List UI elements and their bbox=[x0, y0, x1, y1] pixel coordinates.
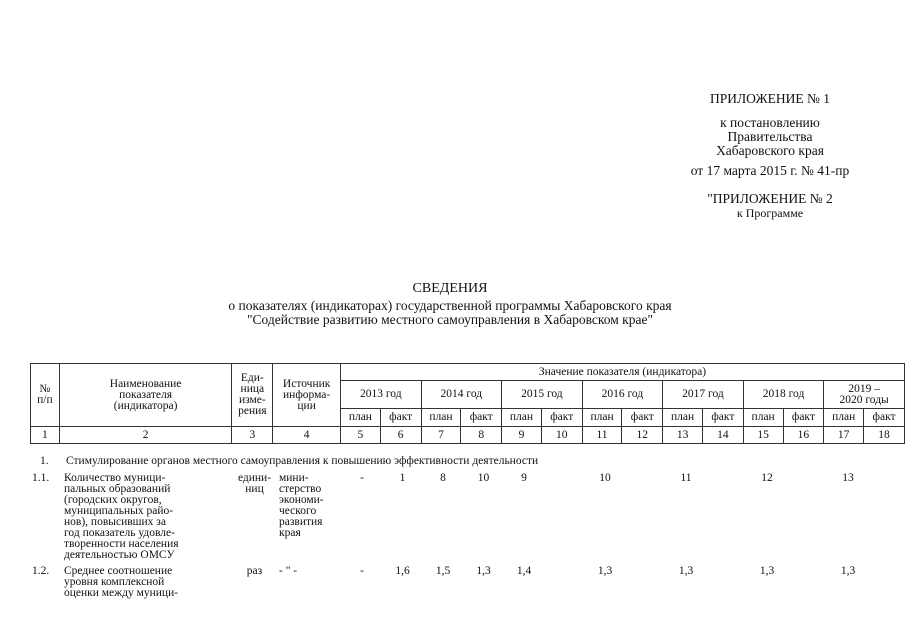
row-name bbox=[64, 473, 232, 561]
annex-ref-3: Хабаровского края bbox=[716, 143, 824, 158]
header-fact: факт bbox=[622, 409, 663, 427]
header-fact: факт bbox=[702, 409, 743, 427]
header-year-2014: 2014 год bbox=[421, 381, 502, 409]
row-value-line: 1,5 bbox=[435, 565, 451, 577]
row-source-line: стерство bbox=[279, 483, 322, 495]
column-number: 7 bbox=[421, 427, 461, 444]
header-year-2015: 2015 год bbox=[502, 381, 583, 409]
annex-number: ПРИЛОЖЕНИЕ № 1 bbox=[709, 91, 831, 106]
indicators-table-header bbox=[30, 363, 905, 444]
row-value-line: 13 bbox=[842, 472, 854, 484]
row-source-line: экономи- bbox=[279, 494, 324, 506]
row-value-line: 1,3 bbox=[597, 565, 613, 577]
row-value bbox=[382, 566, 423, 577]
subtitle-line-2: "Содействие развитию местного самоуправления в Хабаровском крае" bbox=[247, 312, 653, 327]
row-value-line: 1,3 bbox=[678, 565, 694, 577]
header-plan: план bbox=[824, 409, 864, 427]
row-value bbox=[585, 473, 625, 484]
row-value bbox=[382, 473, 423, 484]
row-name-line: оценки между муници- bbox=[64, 587, 179, 599]
row-value bbox=[666, 473, 706, 484]
header-plan: план bbox=[421, 409, 461, 427]
column-number: 11 bbox=[582, 427, 622, 444]
row-source-line: ческого bbox=[279, 505, 317, 517]
row-value-line: 1,3 bbox=[476, 565, 491, 577]
row-value-line: 10 bbox=[599, 472, 611, 484]
row-value-line: 1,4 bbox=[516, 565, 532, 577]
row-name-line: пальных образований bbox=[64, 483, 171, 495]
column-number: 8 bbox=[461, 427, 502, 444]
row-value bbox=[423, 473, 463, 484]
header-year-2018: 2018 год bbox=[743, 381, 824, 409]
row-name-line: Среднее соотношение bbox=[64, 565, 173, 577]
row-unit-line: едини- bbox=[237, 472, 272, 484]
header-year-2019-2020: 2019 – 2020 годы bbox=[824, 381, 905, 409]
header-fact: факт bbox=[380, 409, 421, 427]
row-unit bbox=[235, 473, 274, 495]
column-number: 9 bbox=[502, 427, 542, 444]
row-name-line: муниципальных райо- bbox=[64, 505, 174, 517]
header-year-2016: 2016 год bbox=[582, 381, 663, 409]
row-unit-line: ниц bbox=[245, 483, 264, 495]
row-value-line: 1,3 bbox=[840, 565, 856, 577]
row-name-line: год показатель удовле- bbox=[64, 527, 175, 539]
row-value-line: 1,3 bbox=[759, 565, 775, 577]
header-fact: факт bbox=[461, 409, 502, 427]
row-name-line: Количество муници- bbox=[64, 472, 166, 484]
row-name-line: уровня комплексной bbox=[64, 576, 165, 588]
column-number: 10 bbox=[541, 427, 582, 444]
row-value-line: 9 bbox=[521, 472, 527, 484]
header-plan: план bbox=[341, 409, 381, 427]
row-value bbox=[585, 566, 625, 577]
annex-ref-1: к постановлению bbox=[720, 115, 820, 130]
header-unit: Еди- ница изме- рения bbox=[232, 364, 273, 427]
row-value-line: 11 bbox=[680, 472, 692, 484]
row-value-line: 8 bbox=[440, 472, 446, 484]
row-value-line: - bbox=[360, 472, 364, 484]
row-value bbox=[504, 473, 544, 484]
row-source bbox=[279, 566, 341, 577]
column-number: 13 bbox=[663, 427, 703, 444]
header-year-2013: 2013 год bbox=[341, 381, 422, 409]
column-number: 2 bbox=[59, 427, 232, 444]
column-number: 4 bbox=[273, 427, 341, 444]
row-value bbox=[666, 566, 706, 577]
header-source: Источник информа- ции bbox=[273, 364, 341, 427]
header-fact: факт bbox=[864, 409, 905, 427]
row-value bbox=[342, 473, 382, 484]
row-source-line: - " - bbox=[279, 565, 298, 577]
row-unit bbox=[235, 566, 274, 577]
row-value bbox=[463, 473, 504, 484]
row-value bbox=[747, 473, 787, 484]
row-value-line: 1 bbox=[399, 472, 406, 484]
row-name-line: (городских округов, bbox=[64, 494, 162, 506]
row-value bbox=[747, 566, 787, 577]
row-num-line: 1.2. bbox=[32, 565, 50, 577]
column-number: 17 bbox=[824, 427, 864, 444]
row-source bbox=[279, 473, 341, 539]
row-value-line: 10 bbox=[477, 472, 490, 484]
row-value-line: - bbox=[360, 565, 364, 577]
column-number: 6 bbox=[380, 427, 421, 444]
header-plan: план bbox=[582, 409, 622, 427]
annex-ref-2: Правительства bbox=[727, 129, 813, 144]
row-value bbox=[828, 566, 868, 577]
row-name bbox=[64, 566, 232, 599]
column-number: 18 bbox=[864, 427, 905, 444]
row-num-line: 1.1. bbox=[32, 472, 50, 484]
row-value bbox=[342, 566, 382, 577]
column-number: 3 bbox=[232, 427, 273, 444]
header-fact: факт bbox=[783, 409, 824, 427]
header-name: Наименование показателя (индикатора) bbox=[59, 364, 232, 427]
column-number: 14 bbox=[702, 427, 743, 444]
annex2-ref: к Программе bbox=[736, 206, 804, 220]
header-num: № п/п bbox=[31, 364, 60, 427]
column-number: 15 bbox=[743, 427, 783, 444]
row-value bbox=[504, 566, 544, 577]
annex-block bbox=[660, 92, 880, 220]
row-num bbox=[32, 473, 59, 484]
row-source-line: края bbox=[279, 527, 301, 539]
row-num bbox=[32, 566, 59, 577]
header-plan: план bbox=[663, 409, 703, 427]
header-plan: план bbox=[502, 409, 542, 427]
row-unit-line: раз bbox=[246, 565, 263, 577]
row-source-line: развития bbox=[279, 516, 323, 528]
header-fact: факт bbox=[541, 409, 582, 427]
row-name-line: творенности населения bbox=[64, 538, 179, 550]
page-title: СВЕДЕНИЯ bbox=[412, 281, 488, 296]
header-plan: план bbox=[743, 409, 783, 427]
section-1-title: Стимулирование органов местного самоуправления к повышению эффективности деятельности bbox=[66, 455, 539, 467]
row-source-line: мини- bbox=[279, 472, 309, 484]
row-value bbox=[828, 473, 868, 484]
row-value bbox=[463, 566, 504, 577]
annex2-number: "ПРИЛОЖЕНИЕ № 2 bbox=[707, 191, 833, 206]
column-number: 16 bbox=[783, 427, 824, 444]
row-value-line: 12 bbox=[761, 472, 773, 484]
header-year-2017: 2017 год bbox=[663, 381, 744, 409]
column-number: 1 bbox=[31, 427, 60, 444]
row-value-line: 1,6 bbox=[395, 565, 410, 577]
column-number: 12 bbox=[622, 427, 663, 444]
row-name-line: нов), повысивших за bbox=[64, 516, 166, 528]
row-value bbox=[423, 566, 463, 577]
section-1-num: 1. bbox=[40, 455, 49, 467]
header-value-group: Значение показателя (индикатора) bbox=[341, 364, 905, 381]
column-number: 5 bbox=[341, 427, 381, 444]
subtitle-line-1: о показателях (индикаторах) государственной программы Хабаровского края bbox=[228, 298, 672, 313]
row-name-line: деятельностью ОМСУ bbox=[64, 549, 175, 561]
annex-date: от 17 марта 2015 г. № 41-пр bbox=[690, 163, 850, 178]
